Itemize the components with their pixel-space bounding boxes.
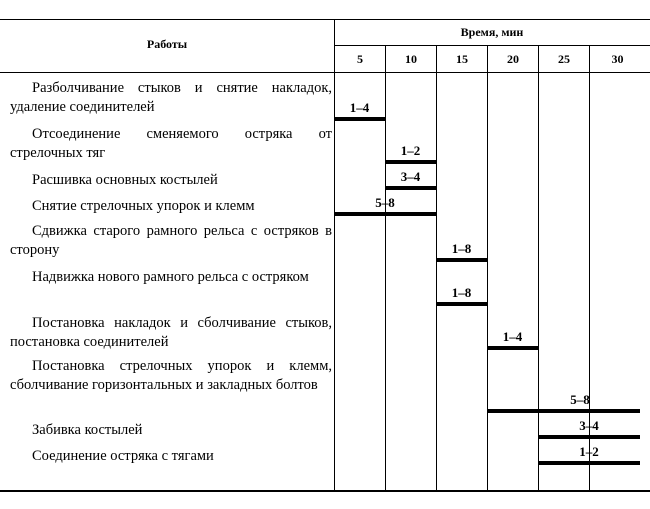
task-text: Отсоединение сменяемого остряка от стрелочных тяг <box>10 126 332 161</box>
schedule-bar-label: 3–4 <box>579 418 599 433</box>
schedule-bar <box>436 302 487 306</box>
time-tick-label: 10 <box>405 52 417 66</box>
schedule-bar-label: 5–8 <box>570 392 590 407</box>
time-column-header: Время, мин <box>460 25 524 39</box>
time-col-divider <box>436 45 437 491</box>
schedule-bar-label: 1–4 <box>502 329 523 344</box>
schedule-bar-label: 1–8 <box>451 285 472 300</box>
schedule-bar <box>385 186 436 190</box>
schedule-bar <box>334 117 385 121</box>
schedule-bar <box>538 461 640 465</box>
task-text: Сдвижка старого рамного рельса с остряков в сторону <box>10 223 332 258</box>
task-text: Надвижка нового рамного рельса с остряком <box>32 269 309 285</box>
time-tick-label: 30 <box>611 52 624 66</box>
works-column-divider <box>334 19 335 491</box>
schedule-bar <box>487 346 538 350</box>
task-text: Постановка накладок и сболчивание стыков, постановка соединителей <box>10 315 332 350</box>
schedule-bar-label: 3–4 <box>400 169 421 184</box>
time-tick-label: 5 <box>357 52 363 66</box>
schedule-bar-label: 1–4 <box>349 100 370 115</box>
table-top-rule <box>0 19 650 20</box>
schedule-bar <box>385 160 436 164</box>
table-bottom-rule <box>0 490 650 492</box>
time-tick-label: 15 <box>456 52 468 66</box>
time-col-divider <box>538 45 539 491</box>
schedule-bar <box>334 212 436 216</box>
schedule-bar-label: 5–8 <box>375 195 395 210</box>
task-text: Разболчивание стыков и снятие накладок, удаление соединителей <box>10 80 332 115</box>
time-col-divider <box>487 45 488 491</box>
task-text: Соединение остряка с тягами <box>32 448 214 464</box>
schedule-bar <box>487 409 640 413</box>
schedule-bar <box>436 258 487 262</box>
schedule-bar <box>538 435 640 439</box>
task-text: Постановка стрелочных упорок и клемм, сболчивание горизонтальных и закладных болтов <box>10 358 332 393</box>
schedule-bar-label: 1–2 <box>579 444 599 459</box>
task-text: Снятие стрелочных упорок и клемм <box>32 198 255 214</box>
works-column-header: Работы <box>146 37 188 51</box>
header-bottom-rule <box>0 72 650 73</box>
schedule-bar-label: 1–8 <box>451 241 472 256</box>
time-header-rule <box>334 45 650 46</box>
time-tick-label: 25 <box>558 52 570 66</box>
task-text: Забивка костылей <box>32 422 143 438</box>
time-tick-label: 20 <box>507 52 519 66</box>
task-text: Расшивка основных костылей <box>32 172 218 188</box>
schedule-bar-label: 1–2 <box>400 143 421 158</box>
